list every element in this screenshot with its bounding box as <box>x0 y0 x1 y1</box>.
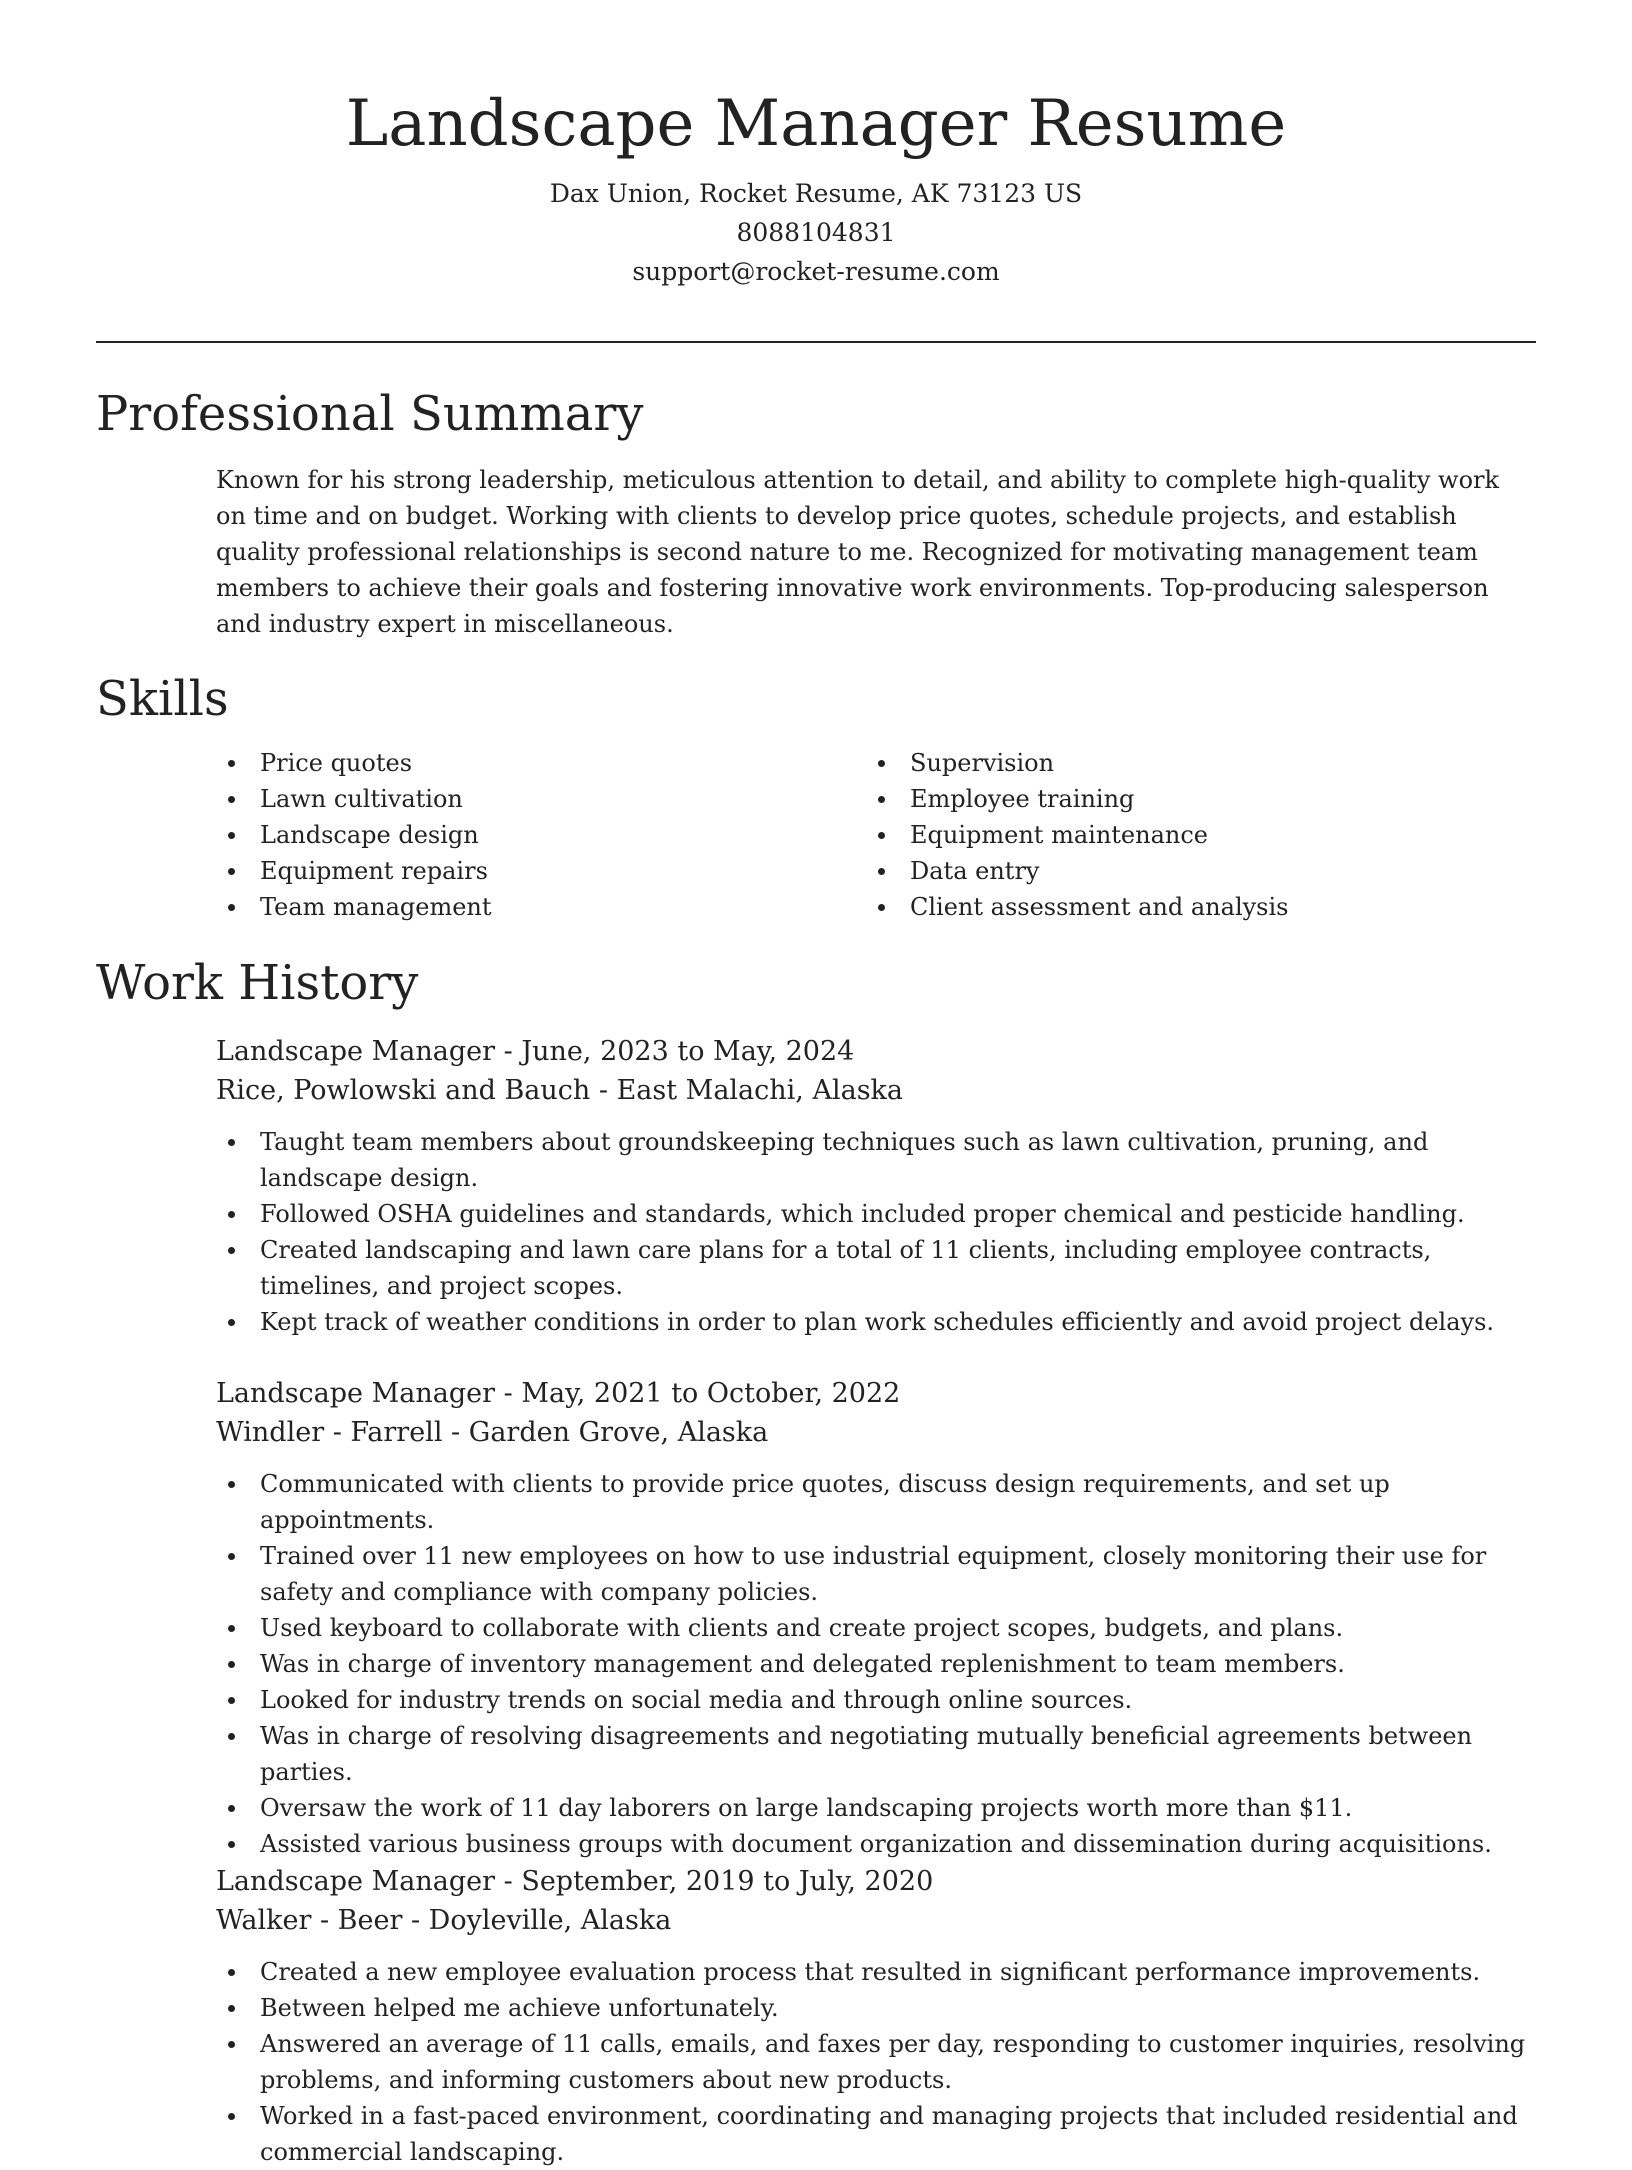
job-location: - East Malachi, Alaska <box>590 1075 904 1106</box>
job-title: Landscape Manager <box>216 1036 496 1067</box>
job-company-line <box>216 1901 1546 1940</box>
job-dates: - May, 2021 to October, 2022 <box>495 1378 901 1409</box>
skill-item: Employee training <box>866 781 1506 817</box>
job-title-line <box>216 1374 1546 1413</box>
job-bullets <box>216 1466 1546 1862</box>
skills-column-left <box>216 745 856 925</box>
job-location: - Doyleville, Alaska <box>402 1905 672 1936</box>
job-company: Rice, Powlowski and Bauch <box>216 1075 591 1106</box>
list-item: Between helped me achieve unfortunately. <box>216 1990 1546 2026</box>
job-dates: - June, 2023 to May, 2024 <box>495 1036 855 1067</box>
header-divider <box>96 341 1536 343</box>
skill-item: Price quotes <box>216 745 856 781</box>
job-entry <box>216 1862 1546 2170</box>
list-item: Created a new employee evaluation process that resulted in significant performance improvements. <box>216 1954 1546 1990</box>
skills-column-right <box>866 745 1506 925</box>
job-title-line <box>216 1862 1546 1901</box>
skill-item: Landscape design <box>216 817 856 853</box>
list-item: Followed OSHA guidelines and standards, which included proper chemical and pesticide handling. <box>216 1196 1546 1232</box>
list-item: Oversaw the work of 11 day laborers on large landscaping projects worth more than $11. <box>216 1790 1546 1826</box>
list-item: Was in charge of inventory management and delegated replenishment to team members. <box>216 1646 1546 1682</box>
job-company: Windler - Farrell <box>216 1417 443 1448</box>
job-bullets <box>216 1124 1546 1340</box>
job-dates: - September, 2019 to July, 2020 <box>495 1866 934 1897</box>
job-entry <box>216 1374 1546 1862</box>
contact-email: support@rocket-resume.com <box>632 257 1000 286</box>
job-bullets <box>216 1954 1546 2170</box>
list-item: Used keyboard to collaborate with clients and create project scopes, budgets, and plans. <box>216 1610 1546 1646</box>
page-title: Landscape Manager Resume <box>345 87 1287 161</box>
skill-item: Lawn cultivation <box>216 781 856 817</box>
list-item: Worked in a fast-paced environment, coordinating and managing projects that included residential and commercial landscaping. <box>216 2098 1546 2170</box>
job-title: Landscape Manager <box>216 1866 496 1897</box>
job-company-line <box>216 1071 1546 1110</box>
list-item: Created landscaping and lawn care plans for a total of 11 clients, including employee contracts, timelines, and project scopes. <box>216 1232 1546 1304</box>
list-item: Answered an average of 11 calls, emails, and faxes per day, responding to customer inquiries, resolving problems, and informing customers about new products. <box>216 2026 1546 2098</box>
skills-heading: Skills <box>96 671 229 727</box>
skill-item: Team management <box>216 889 856 925</box>
list-item: Communicated with clients to provide price quotes, discuss design requirements, and set up appointments. <box>216 1466 1546 1538</box>
skill-item: Equipment maintenance <box>866 817 1506 853</box>
job-company-line <box>216 1413 1546 1452</box>
job-company: Walker - Beer <box>216 1905 403 1936</box>
skill-item: Supervision <box>866 745 1506 781</box>
summary-heading: Professional Summary <box>96 386 644 442</box>
list-item: Assisted various business groups with document organization and dissemination during acquisitions. <box>216 1826 1546 1862</box>
job-location: - Garden Grove, Alaska <box>442 1417 769 1448</box>
list-item: Taught team members about groundskeeping techniques such as lawn cultivation, pruning, and landscape design. <box>216 1124 1546 1196</box>
resume-header <box>96 80 1536 291</box>
job-title-line <box>216 1032 1546 1071</box>
contact-address: Dax Union, Rocket Resume, AK 73123 US <box>549 179 1083 208</box>
skill-item: Data entry <box>866 853 1506 889</box>
list-item: Trained over 11 new employees on how to use industrial equipment, closely monitoring their use for safety and compliance with company policies. <box>216 1538 1546 1610</box>
skill-item: Equipment repairs <box>216 853 856 889</box>
work-history-heading: Work History <box>96 955 419 1011</box>
list-item: Kept track of weather conditions in order to plan work schedules efficiently and avoid project delays. <box>216 1304 1546 1340</box>
list-item: Looked for industry trends on social media and through online sources. <box>216 1682 1546 1718</box>
summary-text: Known for his strong leadership, meticulous attention to detail, and ability to complete high-quality work on time and on budget. Working with clients to develop price quotes, schedule projects, and establish quality professional relationships is second nature to me. Recognized for motivating management team members to achieve their goals and fostering innovative work environments. Top-producing salesperson and industry expert in miscellaneous. <box>216 466 1500 638</box>
job-title: Landscape Manager <box>216 1378 496 1409</box>
contact-block <box>96 174 1536 291</box>
contact-phone: 8088104831 <box>736 218 896 247</box>
list-item: Was in charge of resolving disagreements and negotiating mutually beneficial agreements between parties. <box>216 1718 1546 1790</box>
job-entry <box>216 1032 1546 1340</box>
skill-item: Client assessment and analysis <box>866 889 1506 925</box>
